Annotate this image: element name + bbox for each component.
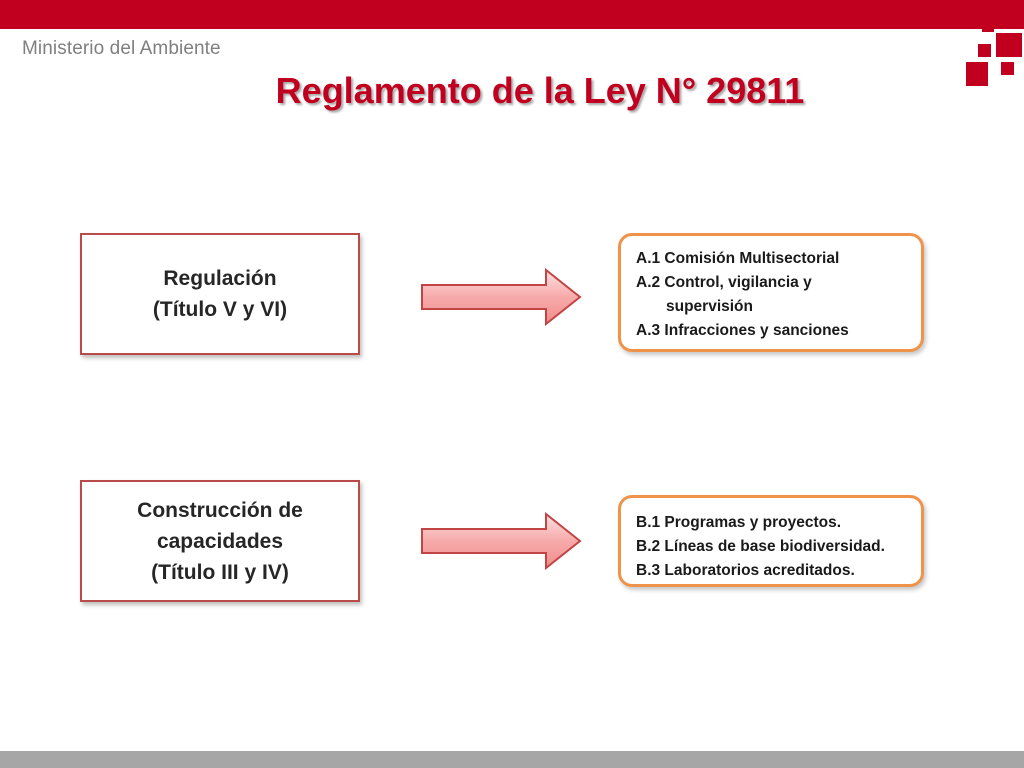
arrow-right-icon [420, 512, 584, 570]
list-item [636, 535, 907, 559]
list-item-text: B.3 Laboratorios acreditados. [636, 562, 855, 579]
list-item-text: B.1 Programas y proyectos. [636, 514, 842, 531]
list-item-text: B.2 Líneas de base biodiversidad. [636, 538, 885, 555]
regulation-label: Regulación (Título V y VI) [152, 267, 288, 321]
regulation-box [80, 233, 360, 355]
list-item-continuation: supervisión [666, 298, 753, 315]
capacity-items-list [636, 511, 907, 583]
arrow-right-icon [420, 268, 584, 326]
capacity-building-label: Construcción de capacidades (Título III y IV) [137, 498, 303, 584]
list-item [636, 559, 907, 583]
capacity-building-box [80, 480, 360, 602]
slide-title: Reglamento de la Ley N° 29811 [275, 70, 805, 111]
list-item-text: A.3 Infracciones y sanciones [636, 322, 849, 339]
ministry-logo-icon [960, 20, 1024, 90]
list-item-text: A.1 Comisión Multisectorial [636, 250, 840, 267]
top-banner [0, 0, 1024, 29]
bottom-bar [0, 751, 1024, 768]
organization-name: Ministerio del Ambiente [22, 38, 221, 59]
list-item [636, 271, 907, 319]
regulation-items-box [618, 233, 924, 352]
list-item [636, 511, 907, 535]
regulation-items-list [636, 247, 907, 343]
list-item [636, 247, 907, 271]
list-item [636, 319, 907, 343]
capacity-items-box [618, 495, 924, 587]
list-item-text: A.2 Control, vigilancia y [636, 274, 812, 291]
